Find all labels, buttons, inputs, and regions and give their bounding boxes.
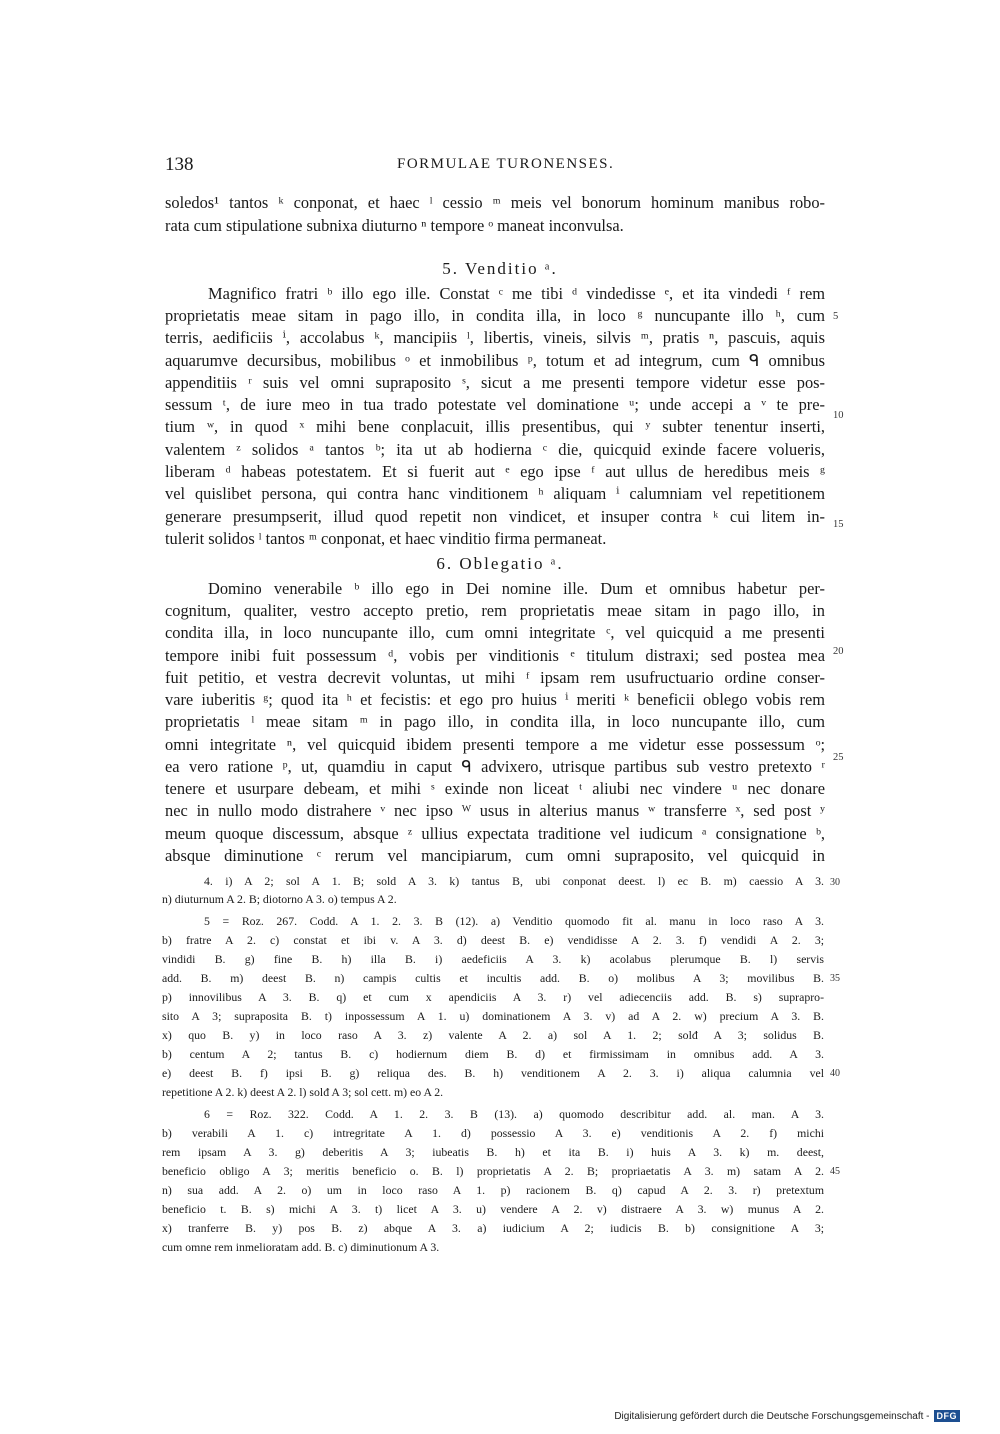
footnote-line: n) diuturnum A 2. B; diotorno A 3. o) tempus A 2.	[162, 892, 397, 906]
body-line: Domino venerabile ᵇ illo ego in Dei nomine ille. Dum et omnibus habetur per-	[208, 579, 825, 598]
digitization-credit	[614, 1410, 960, 1422]
page-header	[165, 154, 825, 178]
body-line: ea vero ratione ᵖ, ut, quamdiu in caput ᑫ advixero, utrisque partibus sub vestro pretexto ʳ	[165, 757, 825, 776]
footnote-line: cum omne rem inmelioratam add. B. c) diminutionum A 3.	[162, 1240, 440, 1254]
line-number: 35	[830, 973, 840, 984]
body-line: terris, aedificiis ⁱ, accolabus ᵏ, mancipiis ˡ, libertis, vineis, silvis ᵐ, pratis ⁿ, pascuis, aquis	[165, 328, 825, 347]
line-number: 20	[833, 646, 844, 657]
line-number: 30	[830, 877, 840, 888]
body-line: tium ʷ, in quod ˣ mihi bene conplacuit, illis presentibus, qui ʸ subter tenentur inserti,	[165, 417, 825, 436]
body-line: meum quoque discessum, absque ᶻ ullius expectata traditione vel iudicum ᵃ consignatione ᵇ,	[165, 824, 825, 843]
body-line: cognitum, qualiter, vestro accepto pretio, rem proprietatis meae sitam in pago illo, in	[165, 601, 825, 620]
line-number: 45	[830, 1166, 840, 1177]
footnote-line: 4. i) A 2; sol A 1. B; sold A 3. k) tantus B, ubi conponat deest. l) ec B. m) caessio A 3.	[204, 874, 824, 888]
body-line: condita illa, in loco nuncupante illo, cum omni integritate ᶜ, vel quicquid a me presenti	[165, 623, 825, 642]
footnote-line: b) centum A 2; tantus B. c) hodiernum diem B. d) et firmissimam in omnibus add. A 3.	[162, 1047, 824, 1061]
body-line: valentem ᶻ solidos ᵃ tantos ᵇ; ita ut ab hodierna ᶜ die, quicquid exinde facere volueris,	[165, 440, 825, 459]
body-line: nec in nullo modo distrahere ᵛ nec ipso ᵂ usus in alterius manus ʷ transferre ˣ, sed post ʸ	[165, 801, 825, 820]
body-line: sessum ᵗ, de iure meo in tua trado potestate vel dominatione ᵘ; unde accepi a ᵛ te pre-	[165, 395, 825, 414]
line-number: 5	[833, 311, 839, 322]
footnote-line: b) fratre A 2. c) constat et ibi v. A 3. d) deest B. e) vendidisse A 2. 3. f) vendidi A 2. 3;	[162, 933, 824, 947]
footnote-line: beneficio t. B. s) michi A 3. t) licet A 3. u) vendere A 2. v) distraere A 3. w) munus A 2.	[162, 1202, 824, 1216]
body-line: proprietatis ˡ meae sitam ᵐ in pago illo, in condita illa, in loco nuncupante illo, cum	[165, 712, 825, 731]
body-line: omni integritate ⁿ, vel quicquid ibidem presenti tempore a me videtur esse possessum ᵒ;	[165, 735, 825, 754]
body-line: appenditiis ʳ suis vel omni supraposito ˢ, sicut a me presenti tempore videtur esse pos-	[165, 373, 825, 392]
body-line: vare iuberitis ᵍ; quod ita ʰ et fecistis: et ego pro huius ⁱ meriti ᵏ beneficii oblego vobis rem	[165, 690, 825, 709]
line-number: 25	[833, 752, 844, 763]
body-line: generare presumpserit, illud quod repetit non vindicet, et insuper contra ᵏ cui litem in-	[165, 507, 825, 526]
footnote-line: repetitione A 2. k) deest A 2. l) solđ A 3; sol cett. m) eo A 2.	[162, 1085, 444, 1099]
body-line: vel quislibet persona, qui contra hanc vinditionem ʰ aliquam ⁱ calumniam vel repetitionem	[165, 484, 825, 503]
footnote-line: rem ipsam A 3. g) deberitis A 3; iubeatis B. h) et ita B. i) huis A 3. k) m. deest,	[162, 1145, 824, 1159]
body-line: aquarumve decursibus, mobilibus ᵒ et inmobilibus ᵖ, totum et ad integrum, cum ᑫ omnibus	[165, 351, 825, 370]
footnote-line: x) quo B. y) in loco raso A 3. z) valente A 2. a) sol A 1. 2; solđ A 3; solidus B.	[162, 1028, 824, 1042]
body-line: proprietatis meae sitam in pago illo, in condita illa, in loco ᵍ nuncupante illo ʰ, cum	[165, 306, 825, 325]
section-heading-oblegatio: 6. Oblegatio ᵃ.	[436, 554, 564, 573]
footnote-line: beneficio obligo A 3; meritis beneficio o. B. l) proprietatis A 2. B; propriaetatis A 3. m) satam A 2.	[162, 1164, 824, 1178]
body-line: tempore inibi fuit possessum ᵈ, vobis per vinditionis ᵉ titulum distraxi; sed postea mea	[165, 646, 825, 665]
body-line: rata cum stipulatione subnixa diuturno ⁿ tempore ᵒ maneat inconvulsa.	[165, 216, 624, 235]
footnote-line: x) tranferre B. y) pos B. z) abque A 3. a) iudicium A 2; iudicis B. b) consignitione A 3;	[162, 1221, 824, 1235]
line-number: 10	[833, 410, 844, 421]
body-line: soledos¹ tantos ᵏ conponat, et haec ˡ cessio ᵐ meis vel bonorum hominum manibus robo-	[165, 193, 825, 212]
footnote-line: sito A 3; supraposita B. t) inpossessum A 1. u) dominationem A 3. v) ad A 2. w) precium A 3. B.	[162, 1009, 824, 1023]
footnote-line: vindidi B. g) fine B. h) illa B. i) aedeficiis A 3. k) acolabus plerumque B. l) servis	[162, 952, 824, 966]
section-heading-venditio: 5. Venditio ᵃ.	[442, 259, 558, 278]
page-number: 138	[165, 154, 194, 175]
body-line: liberam ᵈ habeas potestatem. Et si fuerit aut ᵉ ego ipse ᶠ aut ullus de heredibus meis ᵍ	[165, 462, 825, 481]
body-line: tenere et usurpare debeam, et mihi ˢ exinde non liceat ᵗ aliubi nec vindere ᵘ nec donare	[165, 779, 825, 798]
footnote-line: p) innovilibus A 3. B. q) et cum x apendiciis A 3. r) vel adiecenciis add. B. s) suprapro-	[162, 990, 824, 1004]
body-line: tulerit solidos ˡ tantos ᵐ conponat, et haec vinditio firma permaneat.	[165, 529, 607, 548]
body-line: absque diminutione ᶜ rerum vel mancipiarum, cum omni supraposito, vel quicquid in	[165, 846, 825, 865]
footnote-line: add. B. m) deest B. n) campis cultis et incultis add. B. o) molibus A 3; movilibus B.	[162, 971, 824, 985]
body-line: fuit petitio, et vestra decrevit voluntas, ut mihi ᶠ ipsam rem usufructuario ordine conser-	[165, 668, 825, 687]
credit-text: Digitalisierung gefördert durch die Deutsche Forschungsgemeinschaft -	[614, 1410, 930, 1422]
line-number: 40	[830, 1068, 840, 1079]
line-number: 15	[833, 519, 844, 530]
body-line: Magnifico fratri ᵇ illo ego ille. Constat ᶜ me tibi ᵈ vindedisse ᵉ, et ita vindedi ᶠ rem	[208, 284, 825, 303]
running-title: FORMULAE TURONENSES.	[397, 156, 615, 172]
footnote-line: b) verabili A 1. c) intregritate A 1. d) possessio A 3. e) venditionis A 2. f) michi	[162, 1126, 824, 1140]
footnote-line: e) deest B. f) ipsi B. g) reliqua des. B. h) venditionem A 2. 3. i) aliqua calumnia vel	[162, 1066, 824, 1080]
footnote-line: 5 = Roz. 267. Codd. A 1. 2. 3. B (12). a) Venditio quomodo fit al. manu in loco raso A 3.	[204, 914, 824, 928]
footnote-line: 6 = Roz. 322. Codd. A 1. 2. 3. B (13). a) quomodo describitur add. al. man. A 3.	[204, 1107, 824, 1121]
dfg-logo-icon: DFG	[934, 1410, 961, 1422]
footnote-line: n) sua add. A 2. o) um in loco raso A 1. p) racionem B. q) capud A 2. 3. r) pretextum	[162, 1183, 824, 1197]
